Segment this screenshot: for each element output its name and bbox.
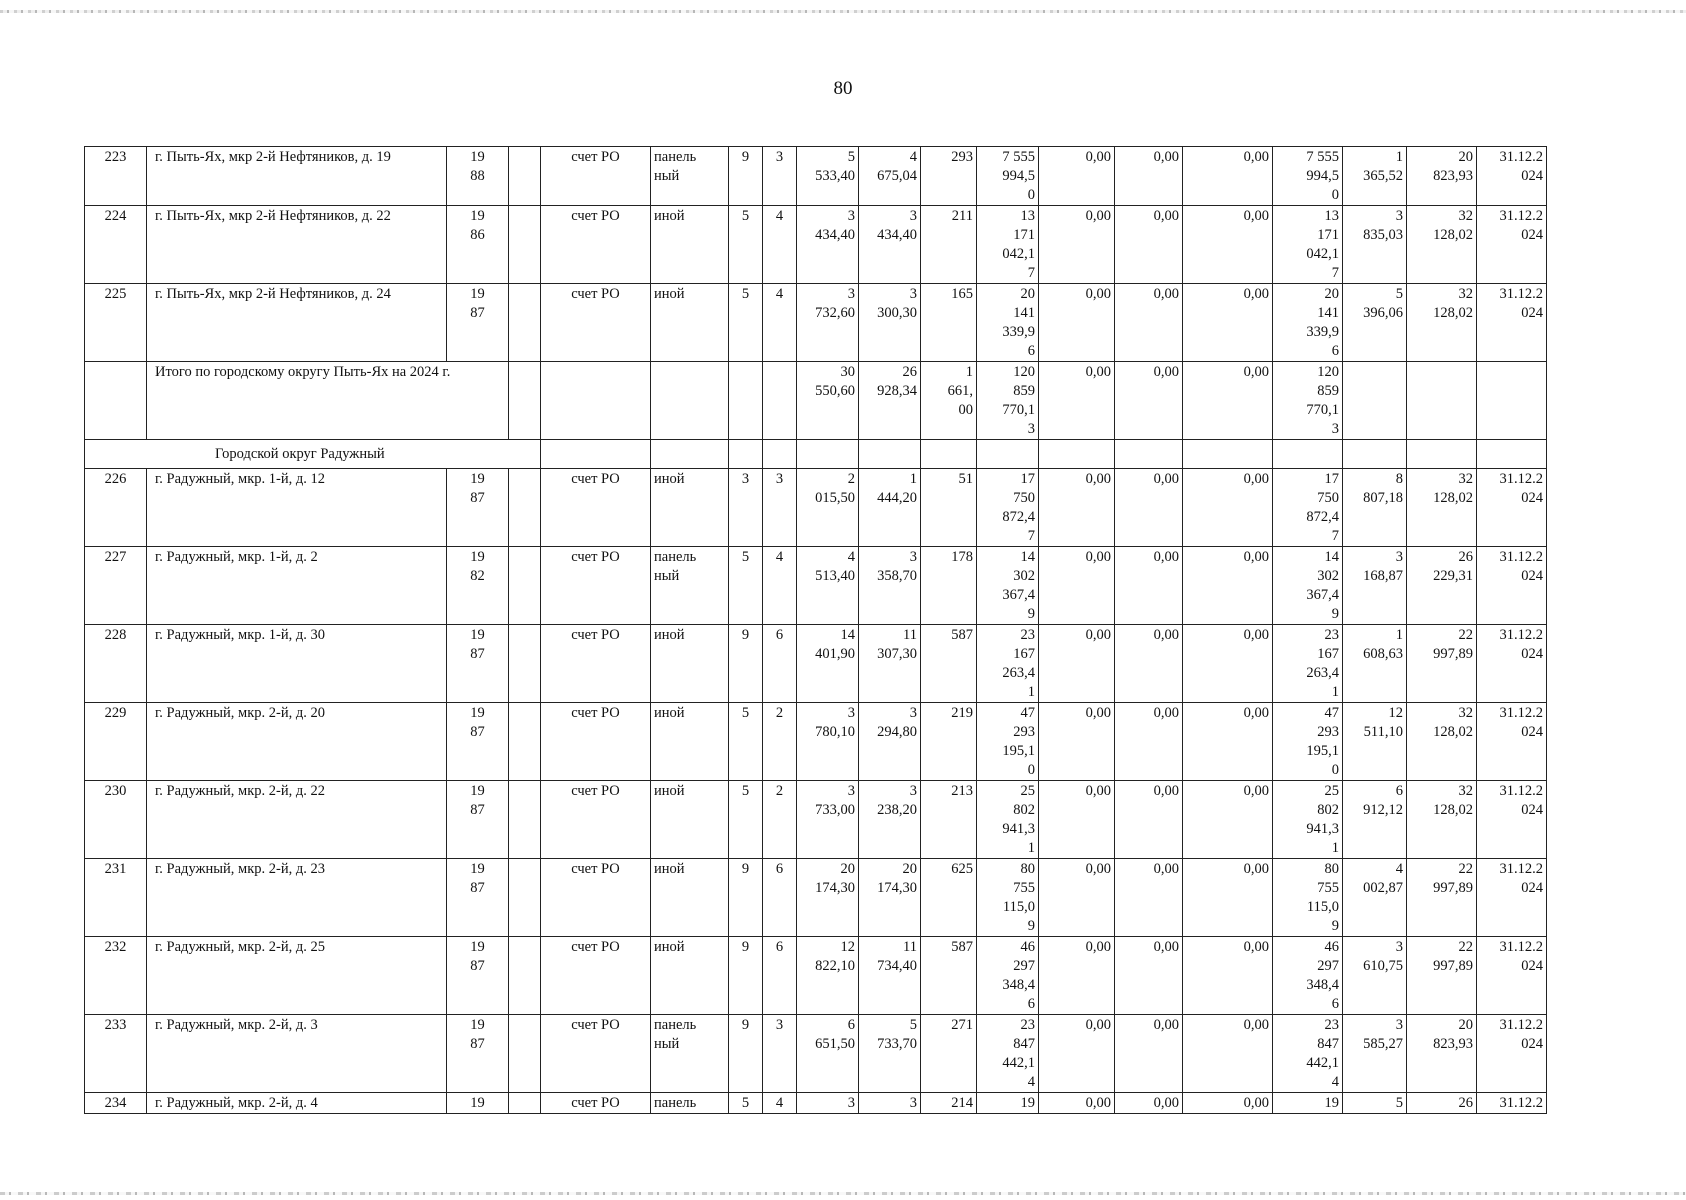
cell-residents: 178	[921, 547, 977, 625]
total-living-area: 26 928,34	[859, 362, 921, 440]
total-total-area: 30 550,60	[797, 362, 859, 440]
cell-residents: 293	[921, 147, 977, 206]
cell-funding-source: счет РО	[541, 469, 651, 547]
cell-address: г. Радужный, мкр. 1-й, д. 30	[147, 625, 447, 703]
cell-living-area: 20 174,30	[859, 859, 921, 937]
cell-fund-owners: 25 802 941,3 1	[1273, 781, 1343, 859]
cell-living-area: 3 434,40	[859, 206, 921, 284]
cell-build-year: 19 88	[447, 147, 509, 206]
cell-funding-source: счет РО	[541, 781, 651, 859]
cell-entrances: 3	[763, 147, 797, 206]
cell-fund-a: 0,00	[1039, 1093, 1115, 1114]
section-title: Городской округ Радужный	[85, 440, 541, 469]
table-row	[85, 703, 1547, 781]
cell-fund-owners: 23 847 442,1 4	[1273, 1015, 1343, 1093]
cell-fund-owners: 20 141 339,9 6	[1273, 284, 1343, 362]
cell-entrances: 6	[763, 937, 797, 1015]
cell-living-area: 3 294,80	[859, 703, 921, 781]
cell-fund-c: 0,00	[1183, 625, 1273, 703]
cell-unit-cost: 3 585,27	[1343, 1015, 1407, 1093]
cell-empty	[1407, 440, 1477, 469]
cell-residents: 219	[921, 703, 977, 781]
cell-cost-total: 25 802 941,3 1	[977, 781, 1039, 859]
cell-wall-material: иной	[651, 625, 729, 703]
cell-fund-c: 0,00	[1183, 469, 1273, 547]
cell-fund-c: 0,00	[1183, 781, 1273, 859]
cell-wall-material: иной	[651, 206, 729, 284]
total-fund-owners: 120 859 770,1 3	[1273, 362, 1343, 440]
cell-funding-source: счет РО	[541, 703, 651, 781]
scan-edge-bottom	[0, 1192, 1686, 1195]
cell-build-year: 19 82	[447, 547, 509, 625]
cell-floors: 5	[729, 781, 763, 859]
cell-row-number: 232	[85, 937, 147, 1015]
cell-residents: 214	[921, 1093, 977, 1114]
cell-fund-owners: 80 755 115,0 9	[1273, 859, 1343, 937]
cell-address: г. Пыть-Ях, мкр 2-й Нефтяников, д. 19	[147, 147, 447, 206]
registry-table	[84, 146, 1547, 1114]
cell-empty	[763, 362, 797, 440]
cell-unit-cost: 6 912,12	[1343, 781, 1407, 859]
cell-address: г. Радужный, мкр. 2-й, д. 4	[147, 1093, 447, 1114]
cell-build-year: 19 87	[447, 625, 509, 703]
cell-deadline: 31.12.2 024	[1477, 703, 1547, 781]
cell-fund-b: 0,00	[1115, 147, 1183, 206]
table-row	[85, 469, 1547, 547]
cell-wall-material: иной	[651, 469, 729, 547]
cell-row-number	[85, 362, 147, 440]
cell-wall-material: иной	[651, 284, 729, 362]
cell-deadline: 31.12.2 024	[1477, 206, 1547, 284]
cell-total-area: 2 015,50	[797, 469, 859, 547]
cell-blank-cell	[509, 206, 541, 284]
cell-living-area: 11 307,30	[859, 625, 921, 703]
cell-total-area: 3 434,40	[797, 206, 859, 284]
cell-blank-cell	[509, 284, 541, 362]
cell-address: г. Радужный, мкр. 2-й, д. 20	[147, 703, 447, 781]
cell-wall-material: панель ный	[651, 1015, 729, 1093]
cell-deadline: 31.12.2	[1477, 1093, 1547, 1114]
cell-address: г. Радужный, мкр. 2-й, д. 22	[147, 781, 447, 859]
cell-address: г. Пыть-Ях, мкр 2-й Нефтяников, д. 22	[147, 206, 447, 284]
table-row	[85, 547, 1547, 625]
total-fund-c: 0,00	[1183, 362, 1273, 440]
cell-fund-b: 0,00	[1115, 703, 1183, 781]
page-number: 80	[833, 78, 853, 99]
table-row	[85, 859, 1547, 937]
cell-address: г. Пыть-Ях, мкр 2-й Нефтяников, д. 24	[147, 284, 447, 362]
cell-entrances: 4	[763, 206, 797, 284]
cell-empty	[651, 440, 729, 469]
cell-empty	[1115, 440, 1183, 469]
cell-build-year: 19 87	[447, 284, 509, 362]
cell-empty	[729, 440, 763, 469]
cell-wall-material: иной	[651, 937, 729, 1015]
cell-blank-cell	[509, 781, 541, 859]
cell-deadline: 31.12.2 024	[1477, 284, 1547, 362]
cell-empty	[651, 362, 729, 440]
total-label: Итого по городскому округу Пыть-Ях на 2024 г.	[147, 362, 509, 440]
cell-cost-total: 23 847 442,1 4	[977, 1015, 1039, 1093]
cell-total-area: 3 733,00	[797, 781, 859, 859]
cell-entrances: 4	[763, 1093, 797, 1114]
cell-fund-owners: 7 555 994,5 0	[1273, 147, 1343, 206]
cell-residents: 587	[921, 937, 977, 1015]
cell-funding-source: счет РО	[541, 284, 651, 362]
cell-limit-cost: 32 128,02	[1407, 284, 1477, 362]
cell-empty	[1183, 440, 1273, 469]
cell-deadline: 31.12.2 024	[1477, 937, 1547, 1015]
scan-edge-top	[0, 10, 1686, 13]
cell-floors: 9	[729, 937, 763, 1015]
table-row	[85, 937, 1547, 1015]
cell-empty	[1407, 362, 1477, 440]
cell-fund-b: 0,00	[1115, 469, 1183, 547]
cell-funding-source: счет РО	[541, 206, 651, 284]
cell-wall-material: иной	[651, 781, 729, 859]
cell-cost-total: 14 302 367,4 9	[977, 547, 1039, 625]
cell-fund-a: 0,00	[1039, 625, 1115, 703]
cell-unit-cost: 5	[1343, 1093, 1407, 1114]
cell-unit-cost: 1 608,63	[1343, 625, 1407, 703]
table-row	[85, 625, 1547, 703]
cell-limit-cost: 20 823,93	[1407, 1015, 1477, 1093]
cell-fund-a: 0,00	[1039, 859, 1115, 937]
cell-entrances: 4	[763, 284, 797, 362]
cell-fund-b: 0,00	[1115, 547, 1183, 625]
cell-living-area: 5 733,70	[859, 1015, 921, 1093]
cell-row-number: 230	[85, 781, 147, 859]
cell-entrances: 2	[763, 781, 797, 859]
cell-deadline: 31.12.2 024	[1477, 859, 1547, 937]
cell-fund-b: 0,00	[1115, 284, 1183, 362]
cell-cost-total: 23 167 263,4 1	[977, 625, 1039, 703]
cell-unit-cost: 12 511,10	[1343, 703, 1407, 781]
cell-empty	[509, 362, 541, 440]
cell-limit-cost: 32 128,02	[1407, 781, 1477, 859]
cell-unit-cost: 3 168,87	[1343, 547, 1407, 625]
cell-empty	[729, 362, 763, 440]
cell-total-area: 4 513,40	[797, 547, 859, 625]
cell-address: г. Радужный, мкр. 1-й, д. 12	[147, 469, 447, 547]
cell-fund-b: 0,00	[1115, 1093, 1183, 1114]
cell-fund-a: 0,00	[1039, 284, 1115, 362]
cell-cost-total: 7 555 994,5 0	[977, 147, 1039, 206]
cell-entrances: 4	[763, 547, 797, 625]
cell-fund-b: 0,00	[1115, 625, 1183, 703]
cell-address: г. Радужный, мкр. 2-й, д. 23	[147, 859, 447, 937]
cell-floors: 5	[729, 1093, 763, 1114]
cell-cost-total: 19	[977, 1093, 1039, 1114]
cell-row-number: 225	[85, 284, 147, 362]
cell-empty	[1477, 440, 1547, 469]
cell-wall-material: иной	[651, 703, 729, 781]
cell-blank-cell	[509, 469, 541, 547]
cell-floors: 5	[729, 206, 763, 284]
cell-residents: 625	[921, 859, 977, 937]
cell-funding-source: счет РО	[541, 937, 651, 1015]
cell-funding-source: счет РО	[541, 1093, 651, 1114]
cell-deadline: 31.12.2 024	[1477, 547, 1547, 625]
cell-unit-cost: 1 365,52	[1343, 147, 1407, 206]
table-row	[85, 781, 1547, 859]
cell-wall-material: иной	[651, 859, 729, 937]
cell-empty	[921, 440, 977, 469]
cell-address: г. Радужный, мкр. 2-й, д. 3	[147, 1015, 447, 1093]
cell-total-area: 3 732,60	[797, 284, 859, 362]
cell-fund-c: 0,00	[1183, 1015, 1273, 1093]
cell-cost-total: 13 171 042,1 7	[977, 206, 1039, 284]
cell-empty	[1343, 362, 1407, 440]
cell-funding-source: счет РО	[541, 1015, 651, 1093]
cell-residents: 213	[921, 781, 977, 859]
cell-entrances: 6	[763, 859, 797, 937]
cell-blank-cell	[509, 937, 541, 1015]
cell-cost-total: 20 141 339,9 6	[977, 284, 1039, 362]
cell-row-number: 233	[85, 1015, 147, 1093]
cell-build-year: 19 87	[447, 469, 509, 547]
cell-unit-cost: 8 807,18	[1343, 469, 1407, 547]
cell-limit-cost: 32 128,02	[1407, 206, 1477, 284]
cell-limit-cost: 32 128,02	[1407, 703, 1477, 781]
cell-build-year: 19 87	[447, 859, 509, 937]
cell-residents: 587	[921, 625, 977, 703]
cell-empty	[541, 440, 651, 469]
cell-row-number: 227	[85, 547, 147, 625]
cell-fund-a: 0,00	[1039, 206, 1115, 284]
cell-funding-source: счет РО	[541, 625, 651, 703]
cell-build-year: 19 87	[447, 937, 509, 1015]
cell-fund-owners: 23 167 263,4 1	[1273, 625, 1343, 703]
cell-total-area: 12 822,10	[797, 937, 859, 1015]
cell-fund-c: 0,00	[1183, 206, 1273, 284]
cell-living-area: 1 444,20	[859, 469, 921, 547]
cell-unit-cost: 4 002,87	[1343, 859, 1407, 937]
cell-entrances: 6	[763, 625, 797, 703]
cell-deadline: 31.12.2 024	[1477, 781, 1547, 859]
table-row	[85, 284, 1547, 362]
cell-limit-cost: 32 128,02	[1407, 469, 1477, 547]
cell-total-area: 3	[797, 1093, 859, 1114]
cell-fund-a: 0,00	[1039, 1015, 1115, 1093]
cell-fund-c: 0,00	[1183, 859, 1273, 937]
cell-entrances: 2	[763, 703, 797, 781]
cell-fund-c: 0,00	[1183, 284, 1273, 362]
cell-address: г. Радужный, мкр. 2-й, д. 25	[147, 937, 447, 1015]
cell-blank-cell	[509, 625, 541, 703]
cell-row-number: 229	[85, 703, 147, 781]
cell-fund-c: 0,00	[1183, 703, 1273, 781]
cell-funding-source: счет РО	[541, 859, 651, 937]
cell-living-area: 3	[859, 1093, 921, 1114]
cell-empty	[1273, 440, 1343, 469]
cell-row-number: 228	[85, 625, 147, 703]
cell-fund-owners: 19	[1273, 1093, 1343, 1114]
cell-fund-owners: 17 750 872,4 7	[1273, 469, 1343, 547]
cell-limit-cost: 22 997,89	[1407, 859, 1477, 937]
cell-total-area: 5 533,40	[797, 147, 859, 206]
cell-fund-c: 0,00	[1183, 1093, 1273, 1114]
cell-fund-c: 0,00	[1183, 547, 1273, 625]
table-row	[85, 206, 1547, 284]
cell-fund-owners: 13 171 042,1 7	[1273, 206, 1343, 284]
cell-floors: 9	[729, 1015, 763, 1093]
cell-blank-cell	[509, 147, 541, 206]
cell-limit-cost: 20 823,93	[1407, 147, 1477, 206]
cell-wall-material: панель	[651, 1093, 729, 1114]
cell-unit-cost: 5 396,06	[1343, 284, 1407, 362]
cell-funding-source: счет РО	[541, 147, 651, 206]
cell-empty	[797, 440, 859, 469]
cell-deadline: 31.12.2 024	[1477, 147, 1547, 206]
cell-fund-owners: 46 297 348,4 6	[1273, 937, 1343, 1015]
table-row	[85, 147, 1547, 206]
cell-build-year: 19	[447, 1093, 509, 1114]
cell-row-number: 224	[85, 206, 147, 284]
cell-build-year: 19 87	[447, 703, 509, 781]
cell-fund-c: 0,00	[1183, 147, 1273, 206]
cell-empty	[859, 440, 921, 469]
cell-limit-cost: 22 997,89	[1407, 625, 1477, 703]
cell-deadline: 31.12.2 024	[1477, 625, 1547, 703]
cell-living-area: 3 358,70	[859, 547, 921, 625]
cell-floors: 9	[729, 625, 763, 703]
cell-entrances: 3	[763, 1015, 797, 1093]
cell-cost-total: 46 297 348,4 6	[977, 937, 1039, 1015]
cell-build-year: 19 87	[447, 781, 509, 859]
table-row	[85, 1093, 1547, 1114]
cell-empty	[541, 362, 651, 440]
cell-fund-owners: 47 293 195,1 0	[1273, 703, 1343, 781]
cell-row-number: 234	[85, 1093, 147, 1114]
cell-build-year: 19 87	[447, 1015, 509, 1093]
cell-total-area: 3 780,10	[797, 703, 859, 781]
cell-row-number: 231	[85, 859, 147, 937]
cell-row-number: 226	[85, 469, 147, 547]
cell-unit-cost: 3 610,75	[1343, 937, 1407, 1015]
cell-limit-cost: 26 229,31	[1407, 547, 1477, 625]
cell-cost-total: 47 293 195,1 0	[977, 703, 1039, 781]
cell-blank-cell	[509, 1093, 541, 1114]
cell-floors: 5	[729, 284, 763, 362]
cell-total-area: 14 401,90	[797, 625, 859, 703]
cell-fund-b: 0,00	[1115, 1015, 1183, 1093]
cell-blank-cell	[509, 1015, 541, 1093]
cell-build-year: 19 86	[447, 206, 509, 284]
cell-fund-a: 0,00	[1039, 147, 1115, 206]
cell-empty	[763, 440, 797, 469]
cell-limit-cost: 22 997,89	[1407, 937, 1477, 1015]
cell-fund-b: 0,00	[1115, 937, 1183, 1015]
cell-fund-c: 0,00	[1183, 937, 1273, 1015]
cell-funding-source: счет РО	[541, 547, 651, 625]
cell-cost-total: 17 750 872,4 7	[977, 469, 1039, 547]
cell-empty	[1343, 440, 1407, 469]
cell-floors: 3	[729, 469, 763, 547]
cell-floors: 5	[729, 547, 763, 625]
cell-fund-b: 0,00	[1115, 206, 1183, 284]
cell-floors: 5	[729, 703, 763, 781]
cell-fund-a: 0,00	[1039, 469, 1115, 547]
cell-empty	[1477, 362, 1547, 440]
cell-living-area: 11 734,40	[859, 937, 921, 1015]
cell-residents: 211	[921, 206, 977, 284]
cell-living-area: 4 675,04	[859, 147, 921, 206]
cell-fund-a: 0,00	[1039, 781, 1115, 859]
section-row	[85, 440, 1547, 469]
cell-residents: 51	[921, 469, 977, 547]
cell-fund-a: 0,00	[1039, 547, 1115, 625]
table-row	[85, 1015, 1547, 1093]
cell-blank-cell	[509, 859, 541, 937]
cell-floors: 9	[729, 147, 763, 206]
cell-cost-total: 80 755 115,0 9	[977, 859, 1039, 937]
cell-fund-a: 0,00	[1039, 703, 1115, 781]
cell-empty	[977, 440, 1039, 469]
cell-living-area: 3 300,30	[859, 284, 921, 362]
total-fund-b: 0,00	[1115, 362, 1183, 440]
cell-floors: 9	[729, 859, 763, 937]
cell-living-area: 3 238,20	[859, 781, 921, 859]
cell-total-area: 20 174,30	[797, 859, 859, 937]
cell-fund-b: 0,00	[1115, 859, 1183, 937]
cell-limit-cost: 26	[1407, 1093, 1477, 1114]
cell-deadline: 31.12.2 024	[1477, 469, 1547, 547]
cell-deadline: 31.12.2 024	[1477, 1015, 1547, 1093]
cell-residents: 271	[921, 1015, 977, 1093]
cell-row-number: 223	[85, 147, 147, 206]
cell-residents: 165	[921, 284, 977, 362]
cell-fund-a: 0,00	[1039, 937, 1115, 1015]
total-row	[85, 362, 1547, 440]
cell-fund-owners: 14 302 367,4 9	[1273, 547, 1343, 625]
cell-blank-cell	[509, 547, 541, 625]
total-residents: 1 661, 00	[921, 362, 977, 440]
total-fund-a: 0,00	[1039, 362, 1115, 440]
cell-fund-b: 0,00	[1115, 781, 1183, 859]
cell-wall-material: панель ный	[651, 147, 729, 206]
cell-empty	[1039, 440, 1115, 469]
cell-blank-cell	[509, 703, 541, 781]
cell-total-area: 6 651,50	[797, 1015, 859, 1093]
total-cost-total: 120 859 770,1 3	[977, 362, 1039, 440]
cell-entrances: 3	[763, 469, 797, 547]
cell-address: г. Радужный, мкр. 1-й, д. 2	[147, 547, 447, 625]
cell-wall-material: панель ный	[651, 547, 729, 625]
cell-unit-cost: 3 835,03	[1343, 206, 1407, 284]
